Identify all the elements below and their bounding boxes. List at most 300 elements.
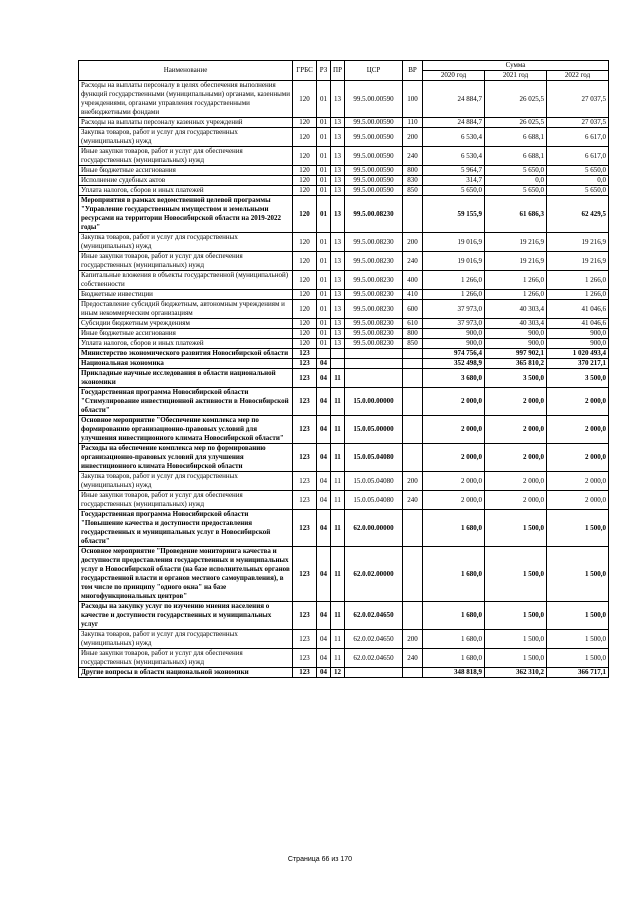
row-value-2022: 19 216,9 — [547, 233, 609, 252]
header-name: Наименование — [79, 61, 293, 81]
row-rz: 04 — [317, 547, 331, 602]
row-value-2022: 27 037,5 — [547, 81, 609, 118]
table-row — [79, 339, 609, 349]
table-row — [79, 81, 609, 118]
row-pr: 12 — [331, 668, 345, 678]
row-value-2020: 2 000,0 — [423, 416, 485, 444]
row-value-2020: 1 266,0 — [423, 271, 485, 290]
row-grbs: 123 — [293, 472, 317, 491]
row-csr: 62.0.02.00000 — [345, 547, 403, 602]
row-pr: 13 — [331, 196, 345, 233]
row-rz: 04 — [317, 630, 331, 649]
row-csr: 62.0.02.04650 — [345, 649, 403, 668]
row-vr: 830 — [403, 176, 423, 186]
row-grbs: 120 — [293, 196, 317, 233]
row-name: Закупка товаров, работ и услуг для государственных (муниципальных) нужд — [79, 233, 293, 252]
row-rz: 04 — [317, 510, 331, 547]
row-rz: 01 — [317, 252, 331, 271]
row-pr: 11 — [331, 649, 345, 668]
table-row — [79, 510, 609, 547]
row-value-2021: 19 216,9 — [485, 252, 547, 271]
row-rz: 01 — [317, 271, 331, 290]
row-csr: 99.5.00.08230 — [345, 196, 403, 233]
row-vr: 200 — [403, 472, 423, 491]
row-vr: 240 — [403, 649, 423, 668]
table-row — [79, 491, 609, 510]
row-value-2020: 2 000,0 — [423, 491, 485, 510]
row-value-2021: 1 266,0 — [485, 271, 547, 290]
row-grbs: 120 — [293, 186, 317, 196]
row-value-2021: 365 810,2 — [485, 359, 547, 369]
row-value-2021: 26 025,5 — [485, 118, 547, 128]
row-pr: 11 — [331, 369, 345, 388]
row-vr — [403, 602, 423, 630]
row-rz: 04 — [317, 491, 331, 510]
row-value-2022: 27 037,5 — [547, 118, 609, 128]
row-value-2022: 62 429,5 — [547, 196, 609, 233]
row-rz: 01 — [317, 290, 331, 300]
row-value-2022: 41 046,6 — [547, 319, 609, 329]
row-vr: 240 — [403, 147, 423, 166]
row-grbs: 120 — [293, 176, 317, 186]
row-vr: 200 — [403, 233, 423, 252]
row-value-2020: 5 650,0 — [423, 186, 485, 196]
row-value-2022: 370 217,1 — [547, 359, 609, 369]
row-rz: 01 — [317, 196, 331, 233]
table-row — [79, 271, 609, 290]
row-csr: 99.5.00.00590 — [345, 176, 403, 186]
row-vr: 110 — [403, 118, 423, 128]
row-value-2020: 1 680,0 — [423, 547, 485, 602]
row-csr: 62.0.02.04650 — [345, 602, 403, 630]
row-value-2022: 6 617,0 — [547, 128, 609, 147]
row-name: Государственная программа Новосибирской области "Стимулирование инвестиционной активности в Новосибирской области" — [79, 388, 293, 416]
row-grbs: 123 — [293, 349, 317, 359]
header-rz: РЗ — [317, 61, 331, 81]
row-value-2020: 2 000,0 — [423, 388, 485, 416]
row-name: Исполнение судебных актов — [79, 176, 293, 186]
header-grbs: ГРБС — [293, 61, 317, 81]
row-value-2020: 1 266,0 — [423, 290, 485, 300]
row-grbs: 120 — [293, 290, 317, 300]
row-pr: 13 — [331, 339, 345, 349]
row-csr: 99.5.00.08230 — [345, 271, 403, 290]
row-rz: 01 — [317, 319, 331, 329]
row-name: Расходы на закупку услуг по изучению мнения населения о качестве и доступности государственных и муниципальных услуг — [79, 602, 293, 630]
row-value-2022: 2 000,0 — [547, 444, 609, 472]
row-rz: 01 — [317, 118, 331, 128]
row-csr: 99.5.00.08230 — [345, 290, 403, 300]
row-value-2021: 2 000,0 — [485, 491, 547, 510]
row-name: Иные бюджетные ассигнования — [79, 166, 293, 176]
row-value-2022: 2 000,0 — [547, 491, 609, 510]
row-vr — [403, 359, 423, 369]
row-value-2021: 61 686,3 — [485, 196, 547, 233]
row-name: Закупка товаров, работ и услуг для государственных (муниципальных) нужд — [79, 630, 293, 649]
row-vr — [403, 444, 423, 472]
row-grbs: 123 — [293, 388, 317, 416]
row-pr: 11 — [331, 491, 345, 510]
row-value-2021: 2 000,0 — [485, 416, 547, 444]
row-grbs: 123 — [293, 547, 317, 602]
row-vr: 610 — [403, 319, 423, 329]
row-value-2021: 2 000,0 — [485, 472, 547, 491]
table-header — [79, 61, 609, 81]
row-grbs: 120 — [293, 271, 317, 290]
row-rz: 01 — [317, 176, 331, 186]
row-pr — [331, 359, 345, 369]
row-vr — [403, 416, 423, 444]
row-name: Расходы на выплаты персоналу в целях обеспечения выполнения функций государственными (муниципальными) органами, казенными учреждениями, органами управления государственными внебюджетными фондами — [79, 81, 293, 118]
row-value-2020: 900,0 — [423, 329, 485, 339]
row-rz: 04 — [317, 369, 331, 388]
table-row — [79, 359, 609, 369]
row-value-2022: 1 266,0 — [547, 290, 609, 300]
row-value-2022: 0,0 — [547, 176, 609, 186]
row-rz: 01 — [317, 186, 331, 196]
row-grbs: 123 — [293, 416, 317, 444]
row-value-2022: 1 500,0 — [547, 630, 609, 649]
row-value-2020: 37 973,0 — [423, 319, 485, 329]
row-pr: 13 — [331, 166, 345, 176]
row-csr: 15.0.05.00000 — [345, 416, 403, 444]
row-csr: 99.5.00.08230 — [345, 319, 403, 329]
row-value-2020: 24 884,7 — [423, 81, 485, 118]
row-value-2021: 997 902,1 — [485, 349, 547, 359]
row-pr: 11 — [331, 510, 345, 547]
row-pr: 13 — [331, 252, 345, 271]
table-row — [79, 196, 609, 233]
header-year-2020: 2020 год — [423, 71, 485, 81]
table-row — [79, 118, 609, 128]
table-row — [79, 472, 609, 491]
row-rz — [317, 349, 331, 359]
row-vr — [403, 349, 423, 359]
row-vr — [403, 388, 423, 416]
row-value-2021: 2 000,0 — [485, 444, 547, 472]
row-value-2021: 1 500,0 — [485, 602, 547, 630]
row-value-2020: 314,7 — [423, 176, 485, 186]
row-value-2022: 6 617,0 — [547, 147, 609, 166]
row-vr: 200 — [403, 128, 423, 147]
row-value-2022: 1 500,0 — [547, 649, 609, 668]
row-grbs: 123 — [293, 668, 317, 678]
table-row — [79, 319, 609, 329]
row-value-2020: 19 016,9 — [423, 233, 485, 252]
row-rz: 01 — [317, 300, 331, 319]
row-value-2022: 2 000,0 — [547, 388, 609, 416]
row-name: Основное мероприятие "Проведение мониторинга качества и доступности предоставления государственных и муниципальных услуг в Новосибирской области (на базе исполнительных органов государственной власти и органов местного самоуправления), в том числе по принципу "одного окна" на базе многофункциональных центров" — [79, 547, 293, 602]
table-body — [79, 81, 609, 678]
table-row — [79, 252, 609, 271]
row-value-2021: 1 500,0 — [485, 547, 547, 602]
row-name: Иные бюджетные ассигнования — [79, 329, 293, 339]
row-rz: 04 — [317, 444, 331, 472]
row-grbs: 123 — [293, 510, 317, 547]
row-name: Субсидии бюджетным учреждениям — [79, 319, 293, 329]
row-vr — [403, 547, 423, 602]
row-grbs: 120 — [293, 329, 317, 339]
row-value-2022: 19 216,9 — [547, 252, 609, 271]
row-name: Капитальные вложения в объекты государственной (муниципальной) собственности — [79, 271, 293, 290]
row-vr: 410 — [403, 290, 423, 300]
row-csr — [345, 359, 403, 369]
row-csr: 15.0.05.04080 — [345, 444, 403, 472]
row-grbs: 120 — [293, 339, 317, 349]
header-year-2022: 2022 год — [547, 71, 609, 81]
table-row — [79, 290, 609, 300]
row-value-2022: 5 650,0 — [547, 186, 609, 196]
row-pr: 13 — [331, 329, 345, 339]
row-value-2020: 1 680,0 — [423, 510, 485, 547]
row-value-2021: 1 500,0 — [485, 649, 547, 668]
row-pr: 13 — [331, 118, 345, 128]
table-row — [79, 147, 609, 166]
row-vr: 600 — [403, 300, 423, 319]
row-rz: 04 — [317, 416, 331, 444]
row-value-2022: 1 500,0 — [547, 510, 609, 547]
row-pr: 13 — [331, 271, 345, 290]
row-name: Мероприятия в рамках ведомственной целевой программы "Управление государственным имуществом и земельными ресурсами на территории Новосибирской области на 2019-2022 годы" — [79, 196, 293, 233]
row-grbs: 120 — [293, 81, 317, 118]
row-grbs: 123 — [293, 369, 317, 388]
row-rz: 01 — [317, 339, 331, 349]
row-name: Бюджетные инвестиции — [79, 290, 293, 300]
row-name: Закупка товаров, работ и услуг для государственных (муниципальных) нужд — [79, 472, 293, 491]
row-name: Закупка товаров, работ и услуг для государственных (муниципальных) нужд — [79, 128, 293, 147]
row-pr: 13 — [331, 233, 345, 252]
row-value-2021: 0,0 — [485, 176, 547, 186]
row-rz: 04 — [317, 668, 331, 678]
table-row — [79, 602, 609, 630]
row-value-2020: 6 530,4 — [423, 128, 485, 147]
table-row — [79, 233, 609, 252]
row-value-2022: 3 500,0 — [547, 369, 609, 388]
row-grbs: 123 — [293, 602, 317, 630]
row-value-2020: 5 964,7 — [423, 166, 485, 176]
row-rz: 01 — [317, 166, 331, 176]
header-csr: ЦСР — [345, 61, 403, 81]
row-value-2021: 1 266,0 — [485, 290, 547, 300]
row-csr: 15.0.05.04080 — [345, 491, 403, 510]
row-vr: 100 — [403, 81, 423, 118]
row-value-2022: 900,0 — [547, 329, 609, 339]
row-rz: 04 — [317, 602, 331, 630]
row-csr: 99.5.00.00590 — [345, 128, 403, 147]
row-pr: 13 — [331, 176, 345, 186]
row-value-2021: 900,0 — [485, 339, 547, 349]
row-name: Основное мероприятие "Обеспечение комплекса мер по формированию организационно-правовых условий для улучшения инвестиционного климата Новосибирской области" — [79, 416, 293, 444]
row-value-2020: 37 973,0 — [423, 300, 485, 319]
row-csr: 99.5.00.00590 — [345, 81, 403, 118]
row-csr: 99.5.00.08230 — [345, 252, 403, 271]
row-rz: 04 — [317, 472, 331, 491]
row-value-2021: 6 688,1 — [485, 128, 547, 147]
row-csr: 99.5.00.00590 — [345, 118, 403, 128]
row-value-2021: 900,0 — [485, 329, 547, 339]
table-row — [79, 444, 609, 472]
row-grbs: 120 — [293, 166, 317, 176]
table-row — [79, 547, 609, 602]
row-vr: 240 — [403, 491, 423, 510]
row-name: Иные закупки товаров, работ и услуг для обеспечения государственных (муниципальных) нужд — [79, 649, 293, 668]
row-grbs: 123 — [293, 491, 317, 510]
page-number: Страница 66 из 170 — [287, 856, 353, 863]
table-row — [79, 166, 609, 176]
header-year-2021: 2021 год — [485, 71, 547, 81]
row-name: Уплата налогов, сборов и иных платежей — [79, 339, 293, 349]
row-value-2022: 5 650,0 — [547, 166, 609, 176]
row-name: Предоставление субсидий бюджетным, автономным учреждениям и иным некоммерческим организациям — [79, 300, 293, 319]
row-rz: 01 — [317, 81, 331, 118]
row-value-2020: 352 498,9 — [423, 359, 485, 369]
row-name: Национальная экономика — [79, 359, 293, 369]
row-name: Расходы на выплаты персоналу казенных учреждений — [79, 118, 293, 128]
row-value-2021: 26 025,5 — [485, 81, 547, 118]
row-value-2021: 40 303,4 — [485, 300, 547, 319]
row-value-2020: 6 530,4 — [423, 147, 485, 166]
row-name: Расходы на обеспечение комплекса мер по формированию организационно-правовых условий для улучшения инвестиционного климата Новосибирской области — [79, 444, 293, 472]
row-rz: 04 — [317, 388, 331, 416]
row-csr: 99.5.00.08230 — [345, 233, 403, 252]
row-name: Другие вопросы в области национальной экономики — [79, 668, 293, 678]
row-pr: 11 — [331, 547, 345, 602]
row-rz: 01 — [317, 147, 331, 166]
row-value-2020: 974 756,4 — [423, 349, 485, 359]
row-vr — [403, 510, 423, 547]
row-value-2022: 2 000,0 — [547, 472, 609, 491]
row-grbs: 123 — [293, 630, 317, 649]
row-value-2020: 900,0 — [423, 339, 485, 349]
row-name: Иные закупки товаров, работ и услуг для обеспечения государственных (муниципальных) нужд — [79, 147, 293, 166]
row-vr: 800 — [403, 329, 423, 339]
row-pr: 13 — [331, 128, 345, 147]
row-csr: 99.5.00.08230 — [345, 339, 403, 349]
row-value-2022: 2 000,0 — [547, 416, 609, 444]
row-grbs: 123 — [293, 359, 317, 369]
row-rz: 01 — [317, 233, 331, 252]
row-value-2020: 2 000,0 — [423, 444, 485, 472]
row-pr: 13 — [331, 319, 345, 329]
row-grbs: 120 — [293, 300, 317, 319]
row-rz: 04 — [317, 359, 331, 369]
row-value-2021: 1 500,0 — [485, 630, 547, 649]
row-value-2020: 1 680,0 — [423, 630, 485, 649]
row-pr: 11 — [331, 388, 345, 416]
row-name: Министерство экономического развития Новосибирской области — [79, 349, 293, 359]
row-name: Прикладные научные исследования в области национальной экономики — [79, 369, 293, 388]
table-row — [79, 649, 609, 668]
row-pr: 13 — [331, 147, 345, 166]
row-csr: 99.5.00.00590 — [345, 147, 403, 166]
table-row — [79, 668, 609, 678]
row-value-2021: 40 303,4 — [485, 319, 547, 329]
row-pr: 11 — [331, 416, 345, 444]
document-page — [78, 60, 608, 678]
row-pr: 13 — [331, 81, 345, 118]
row-pr: 13 — [331, 290, 345, 300]
row-csr: 99.5.00.00590 — [345, 166, 403, 176]
table-row — [79, 388, 609, 416]
row-csr — [345, 369, 403, 388]
row-value-2020: 348 818,9 — [423, 668, 485, 678]
row-value-2020: 3 680,0 — [423, 369, 485, 388]
row-pr — [331, 349, 345, 359]
table-row — [79, 369, 609, 388]
header-pr: ПР — [331, 61, 345, 81]
row-value-2021: 3 500,0 — [485, 369, 547, 388]
row-vr — [403, 369, 423, 388]
row-vr — [403, 196, 423, 233]
row-value-2020: 59 155,9 — [423, 196, 485, 233]
budget-table — [78, 60, 609, 678]
row-value-2021: 362 310,2 — [485, 668, 547, 678]
row-value-2022: 41 046,6 — [547, 300, 609, 319]
row-vr: 400 — [403, 271, 423, 290]
row-value-2021: 5 650,0 — [485, 186, 547, 196]
row-grbs: 120 — [293, 147, 317, 166]
row-value-2022: 1 266,0 — [547, 271, 609, 290]
row-value-2020: 19 016,9 — [423, 252, 485, 271]
row-value-2021: 19 216,9 — [485, 233, 547, 252]
row-value-2020: 1 680,0 — [423, 649, 485, 668]
row-rz: 04 — [317, 649, 331, 668]
row-value-2021: 2 000,0 — [485, 388, 547, 416]
table-row — [79, 329, 609, 339]
row-value-2021: 6 688,1 — [485, 147, 547, 166]
row-grbs: 123 — [293, 444, 317, 472]
row-name: Иные закупки товаров, работ и услуг для обеспечения государственных (муниципальных) нужд — [79, 491, 293, 510]
row-value-2021: 1 500,0 — [485, 510, 547, 547]
row-value-2022: 1 500,0 — [547, 602, 609, 630]
row-pr: 13 — [331, 300, 345, 319]
row-name: Иные закупки товаров, работ и услуг для обеспечения государственных (муниципальных) нужд — [79, 252, 293, 271]
row-csr — [345, 349, 403, 359]
row-csr: 62.0.02.04650 — [345, 630, 403, 649]
row-rz: 01 — [317, 329, 331, 339]
table-row — [79, 300, 609, 319]
row-grbs: 120 — [293, 319, 317, 329]
row-grbs: 120 — [293, 118, 317, 128]
row-pr: 11 — [331, 602, 345, 630]
row-grbs: 120 — [293, 252, 317, 271]
table-row — [79, 186, 609, 196]
row-csr: 15.0.05.04080 — [345, 472, 403, 491]
row-grbs: 120 — [293, 128, 317, 147]
row-grbs: 123 — [293, 649, 317, 668]
row-vr — [403, 668, 423, 678]
row-grbs: 120 — [293, 233, 317, 252]
row-value-2022: 900,0 — [547, 339, 609, 349]
row-value-2022: 1 500,0 — [547, 547, 609, 602]
row-csr: 15.0.00.00000 — [345, 388, 403, 416]
row-vr: 850 — [403, 186, 423, 196]
table-row — [79, 630, 609, 649]
row-vr: 200 — [403, 630, 423, 649]
row-pr: 11 — [331, 444, 345, 472]
row-vr: 850 — [403, 339, 423, 349]
row-value-2020: 2 000,0 — [423, 472, 485, 491]
row-value-2020: 24 884,7 — [423, 118, 485, 128]
row-value-2020: 1 680,0 — [423, 602, 485, 630]
row-csr: 62.0.00.00000 — [345, 510, 403, 547]
row-vr: 800 — [403, 166, 423, 176]
row-vr: 240 — [403, 252, 423, 271]
table-row — [79, 349, 609, 359]
row-csr: 99.5.00.08230 — [345, 329, 403, 339]
row-pr: 11 — [331, 630, 345, 649]
row-value-2021: 5 650,0 — [485, 166, 547, 176]
